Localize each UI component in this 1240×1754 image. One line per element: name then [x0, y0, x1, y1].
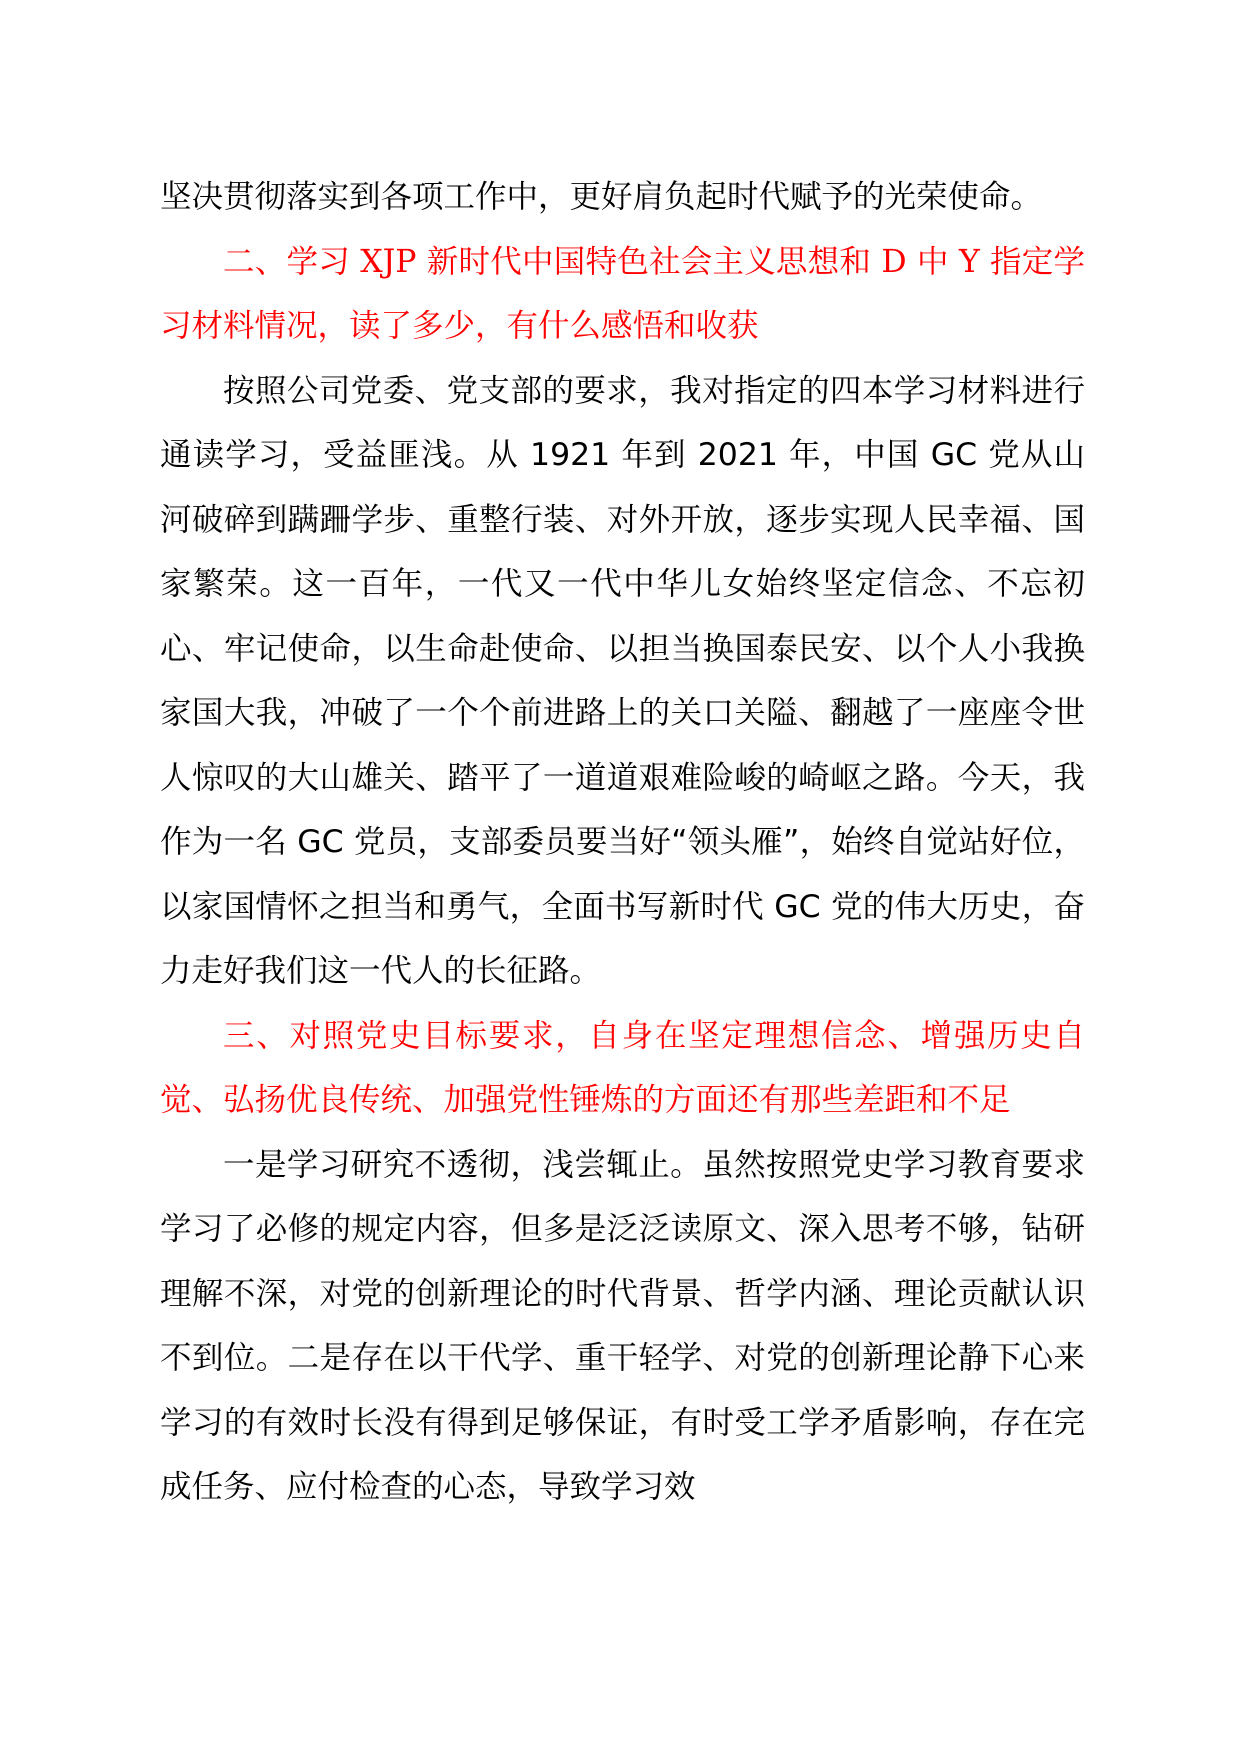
- paragraph-study-materials: 按照公司党委、党支部的要求，我对指定的四本学习材料进行通读学习，受益匪浅。从 1921 年到 2021 年，中国 GC 党从山河破碎到蹒跚学步、重整行装、对外开放，逐步实现人民幸福、国家繁荣。这一百年，一代又一代中华儿女始终坚定信念、不忘初心、牢记使命，以生命赴使命、以担当换国泰民安、以个人小我换家国大我，冲破了一个个前进路上的关口关隘、翻越了一座座令世人惊叹的大山雄关、踏平了一道道艰难险峻的崎岖之路。今天，我作为一名 GC 党员，支部委员要当好“领头雁”，始终自觉站好位，以家国情怀之担当和勇气，全面书写新时代 GC 党的伟大历史，奋力走好我们这一代人的长征路。: [160, 372, 1085, 989]
- section-heading-2: 二、学习 XJP 新时代中国特色社会主义思想和 D 中 Y 指定学习材料情况，读了多少，有什么感悟和收获: [160, 243, 1085, 344]
- paragraph-continuation: 坚决贯彻落实到各项工作中，更好肩负起时代赋予的光荣使命。: [160, 179, 1043, 215]
- document-page: [160, 165, 1085, 1520]
- section-heading-3: 三、对照党史目标要求，自身在坚定理想信念、增强历史自觉、弘扬优良传统、加强党性锤炼的方面还有那些差距和不足: [160, 1017, 1085, 1118]
- paragraph-shortcomings: 一是学习研究不透彻，浅尝辄止。虽然按照党史学习教育要求学习了必修的规定内容，但多是泛泛读原文、深入思考不够，钻研理解不深，对党的创新理论的时代背景、哲学内涵、理论贡献认识不到位。二是存在以干代学、重干轻学、对党的创新理论静下心来学习的有效时长没有得到足够保证，有时受工学矛盾影响，存在完成任务、应付检查的心态，导致学习效: [160, 1146, 1085, 1505]
